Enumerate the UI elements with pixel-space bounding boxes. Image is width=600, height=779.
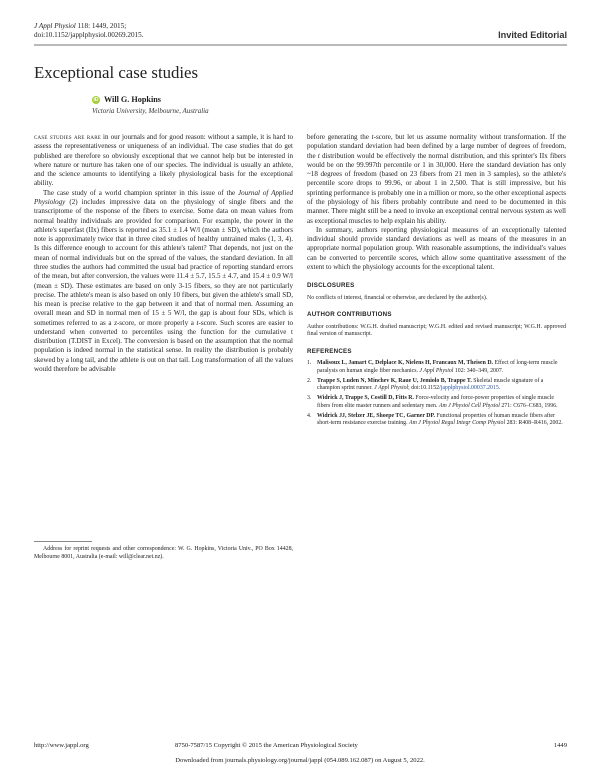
reference-list: [307, 360, 566, 428]
lead-in: case studies are rare: [34, 133, 101, 141]
download-note: Downloaded from journals.physiology.org/journal/jappl (054.089.162.087) on August 5, 2022.: [175, 757, 425, 764]
orcid-icon[interactable]: iD: [93, 96, 99, 103]
journal-name: Journal of Applied Physiology: [34, 188, 294, 206]
disclosures-heading: DISCLOSURES: [307, 282, 355, 290]
footer-url[interactable]: http://www.jappl.org: [34, 742, 89, 749]
article-title: Exceptional case studies: [34, 63, 199, 82]
journal-citation: [34, 22, 144, 41]
paragraph-2: The case study of a world champion sprinter in this issue of the Journal of Applied Physiology (2) includes impressive data on the physiology of single fibers and the transcriptome of the response of the fibers to exercise. Some data on mean values from normal healthy individuals are provided for comparison. For example, the power in the athlete's superfast (IIx) fibers is reported as 35.1 ± 1.4 W/l (mean ± SD), which the authors note is approximately twice that in three cited studies of healthy untrained males (1, 3, 4). Is this difference enough to account for this athlete's talent? That depends, not just on the mean of normal individuals but on the spread of the values, the standard deviation. In all three studies the authors had committed the usual bad practice of reporting standard errors of the mean, but after conversion, the values were 11.4 ± 5.7, 15.5 ± 4.7, and 15.4 ± 0.9 W/l (mean ± SD). These estimates are based on only 3-15 fibers, so they are not particularly precise. The athlete's mean is also based on only 10 fibers, but given the athlete's small SD, his mean is precise relative to the gap between it and that of normal men. Assuming an overall mean and SD in normal men of 15 ± 5 W/l, the gap is about four SDs, which is sometimes referred to as a z-score, or more properly a t-score. Such scores are easier to understand when converted to percentiles using the function for the cumulative t distribution (T.DIST in Excel). The conversion is based on the assumption that the normal population is indeed normal in the statistical sense. In reality the distribution is probably skewed by a long tail, and the athlete is out on that tail. Log transformation of all the values would therefore be advisable: [34, 188, 294, 374]
paragraph-1: case studies are rare in our journals and for good reason: without a sample, it is hard to assess the representativeness or uniqueness of an individual. The case studies that do get published are therefore so obviously exceptional that we cannot help but be interested in where nature or nurture has taken one of our species. The individual is usually an athlete, and the science amounts to identifying a likely physiological basis for the exceptional ability.: [34, 133, 293, 188]
paragraph-3: before generating the t-score, but let us assume normality without transformation. If the population standard deviation had been defined by a large number of degrees of freedom, the t distribution would be effectively the normal distribution, and this sprinter's IIx fibers would be on the 99.997th percentile or 1 in 30,000. Here the standard deviation has only ~18 degrees of freedom (based on 23 fibers from 21 men in 3 samples), so the athlete's percentile score drops to 99.96, or about 1 in 2,500. That is still impressive, but his sprinting performance is probably one in a million or more, so the other exceptional aspects of the physiology of his fibers probably contribute and need to be documented in this manner. There might still be a need to invoke an exceptional central nervous system as well as exceptional muscles to help explain his ability.: [307, 133, 567, 225]
header-rule: [34, 44, 567, 46]
contributions-text: Author contributions: W.G.H. drafted manuscript; W.G.H. edited and revised manuscript; W.G.H. approved final version of manuscript.: [307, 323, 566, 338]
disclosures-text: No conflicts of interest, financial or otherwise, are declared by the author(s).: [307, 294, 488, 301]
footnote-rule: [34, 541, 92, 542]
references-heading: REFERENCES: [307, 348, 352, 356]
journal-abbrev: J Appl Physiol: [34, 22, 76, 30]
reference-item: 2. Trappe S, Luden N, Minchev K, Raue U, Jemiolo B, Trappe T. Skeletal muscle signature of a champion sprint runner. J Appl Physiol; doi:10.1152/japplphysiol.00037.2015.: [307, 377, 544, 392]
reference-item: 1. Malisoux L, Jamart C, Delplace K, Nielens H, Francaux M, Theisen D. Effect of long-term muscle paralysis on human single fiber mechanics. J Appl Physiol 102: 340–349, 2007.: [307, 360, 558, 374]
volume-info: 118: 1449, 2015;: [75, 22, 127, 30]
author-name: Will G. Hopkins: [104, 95, 161, 104]
correspondence-note: Address for reprint requests and other correspondence: W. G. Hopkins, Victoria Univ., PO Box 14428, Melbourne 8001, Australia (e-mail: will@clear.net.nz).: [34, 546, 293, 560]
author-line: [92, 95, 161, 104]
contributions-heading: AUTHOR CONTRIBUTIONS: [307, 311, 392, 319]
section-badge: Invited Editorial: [498, 30, 567, 40]
doi: doi:10.1152/japplphysiol.00269.2015.: [34, 31, 144, 40]
paragraph-4: In summary, authors reporting physiological measures of an exceptionally talented individual should provide standard deviations as well as means of the measures in an appropriate normal population group. With reasonable assumptions, the individual's values can be converted to percentile scores, which allow some quantitative assessment of the extent to which the physiology accounts for the exceptional talent.: [307, 225, 566, 271]
reference-item: 4. Widrick JJ, Stelzer JE, Shoepe TC, Garner DP. Functional properties of human muscle fibers after short-term resistance exercise training. Am J Physiol Regul Integr Comp Physiol 283: R408–R416, 2002.: [307, 412, 563, 427]
reference-item: 3. Widrick J, Trappe S, Costill D, Fitts R. Force-velocity and force-power properties of single muscle fibers from elite master runners and sedentary men. Am J Physiol Cell Physiol 271: C676–C683, 1996.: [307, 395, 558, 409]
footer-copyright: 8750-7587/15 Copyright © 2015 the American Physiological Society: [175, 742, 358, 749]
right-column: [307, 133, 566, 430]
affiliation: Victoria University, Melbourne, Australia: [92, 107, 209, 115]
doi-link[interactable]: japplphysiol.00037.2015.: [440, 385, 501, 392]
left-column: [34, 133, 293, 374]
page-number: 1449: [553, 742, 567, 749]
